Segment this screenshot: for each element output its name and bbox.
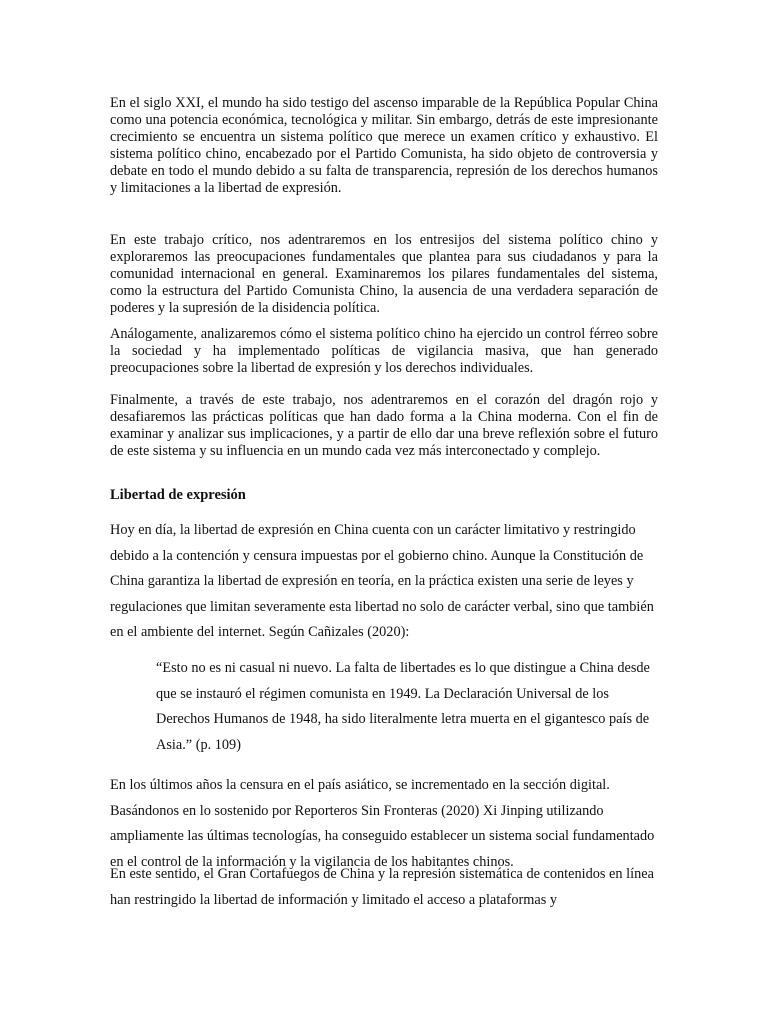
section-paragraph-1: Hoy en día, la libertad de expresión en China cuenta con un carácter limitativo y restringido debido a la contención y censura impuestas por el gobierno chino. Aunque la Constitución de China garantiza la libertad de expresión en teoría, en la práctica existen una serie de leyes y regulaciones que limitan severamente esta libertad no solo de carácter verbal, sino que también en el ambiente del internet. Según Cañizales (2020): [110,522,654,641]
intro-paragraph-3: Análogamente, analizaremos cómo el sistema político chino ha ejercido un control férreo sobre la sociedad y ha implementado políticas de vigilancia masiva, que han generado preocupaciones sobre la libertad de expresión y los derechos individuales. [110,326,658,377]
intro-paragraph-4: Finalmente, a través de este trabajo, nos adentraremos en el corazón del dragón rojo y desafiaremos las prácticas políticas que han dado forma a la China moderna. Con el fin de examinar y analizar sus implicaciones, y a partir de ello dar una breve reflexión sobre el futuro de este sistema y su influencia en un mundo cada vez más interconectado y complejo. [110,392,658,460]
section-paragraph-2: En los últimos años la censura en el país asiático, se incrementado en la sección digital. Basándonos en lo sostenido por Reporteros Sin Fronteras (2020) Xi Jinping utilizando ampliamente las últimas tecnologías, ha conseguido establecer un sistema social fundamentado en el control de la información y la vigilancia de los habitantes chinos. [110,777,655,870]
block-quote: “Esto no es ni casual ni nuevo. La falta de libertades es lo que distingue a China desde que se instauró el régimen comunista en 1949. La Declaración Universal de los Derechos Humanos de 1948, ha sido literalmente letra muerta en el gigantesco país de Asia.” (p. 109) [156,660,650,753]
section-heading: Libertad de expresión [110,487,246,503]
intro-paragraph-1: En el siglo XXI, el mundo ha sido testigo del ascenso imparable de la República Popular China como una potencia económica, tecnológica y militar. Sin embargo, detrás de este impresionante crecimiento se encuentra un sistema político que merece un examen crítico y exhaustivo. El sistema político chino, encabezado por el Partido Comunista, ha sido objeto de controversia y debate en todo el mundo debido a su falta de transparencia, represión de los derechos humanos y limitaciones a la libertad de expresión. [110,95,658,197]
section-paragraph-3: En este sentido, el Gran Cortafuegos de China y la represión sistemática de contenidos en línea han restringido la libertad de información y limitado el acceso a plataformas y [110,866,654,908]
intro-paragraph-2: En este trabajo crítico, nos adentraremos en los entresijos del sistema político chino y exploraremos las preocupaciones fundamentales que plantea para sus ciudadanos y para la comunidad internacional en general. Examinaremos los pilares fundamentales del sistema, como la estructura del Partido Comunista Chino, la ausencia de una verdadera separación de poderes y la supresión de la disidencia política. [110,232,658,317]
